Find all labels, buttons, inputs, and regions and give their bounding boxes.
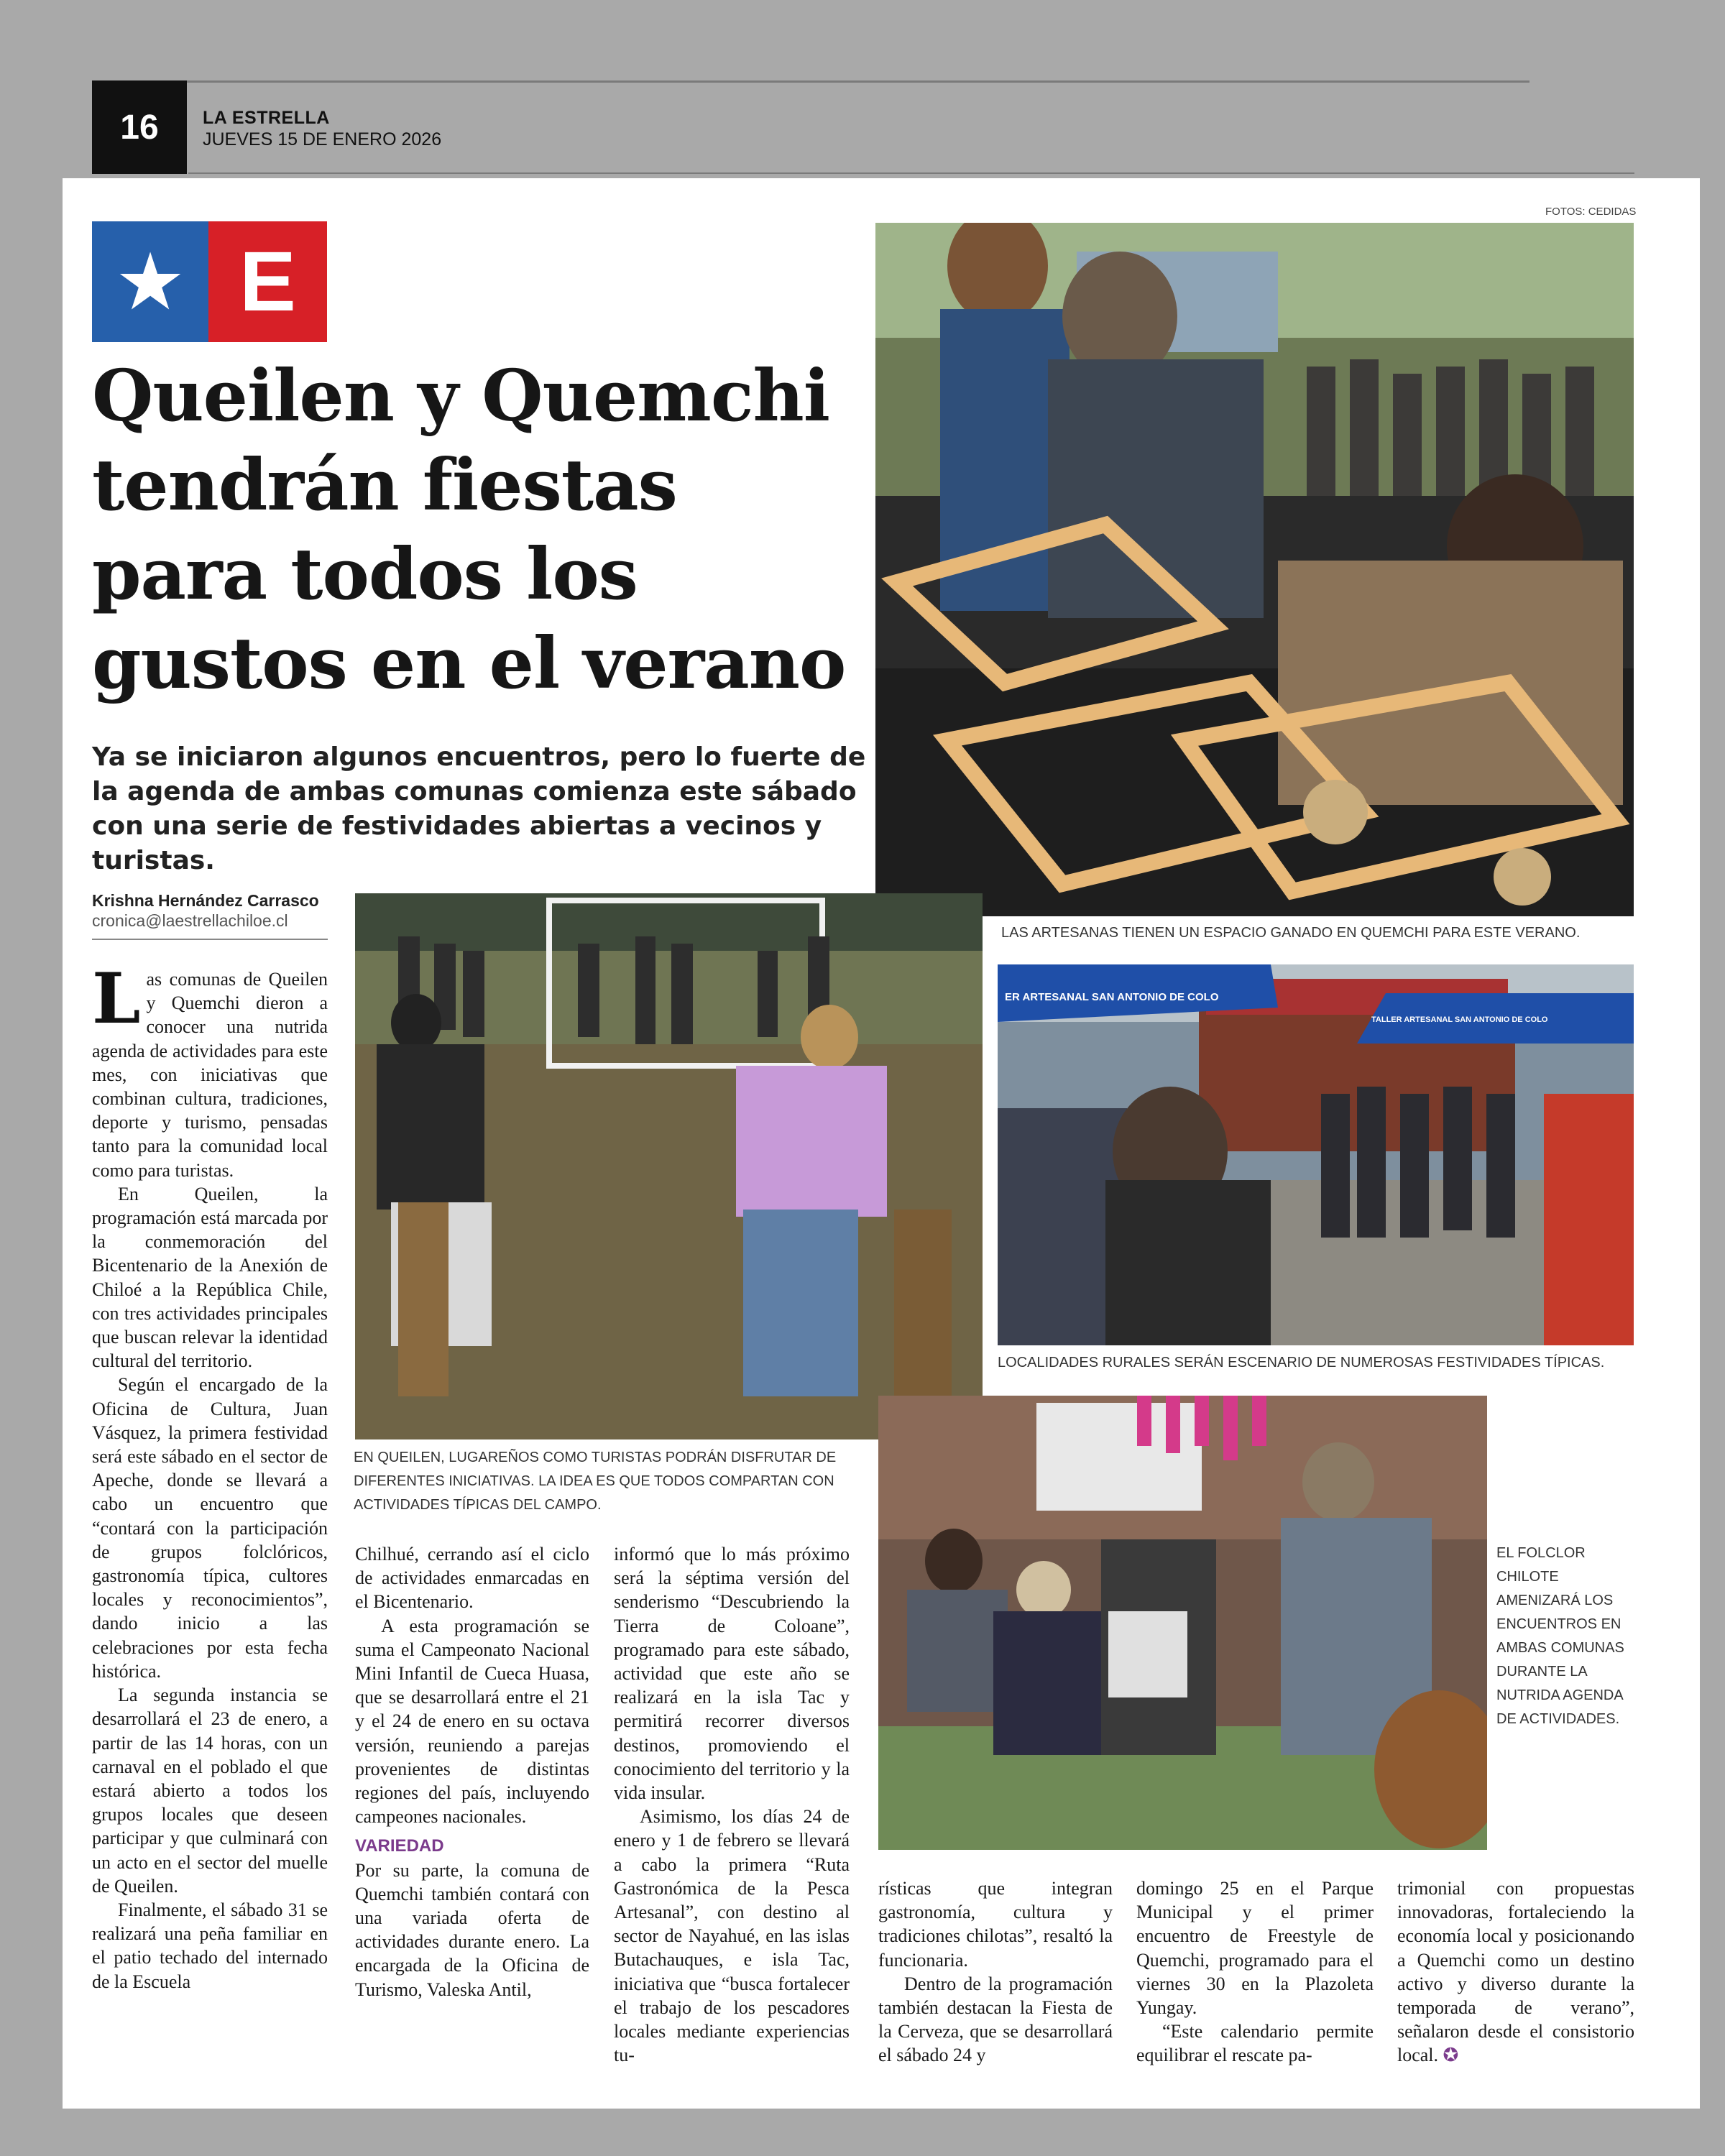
drop-cap: L [92, 958, 141, 1039]
caption-woodchop: EN QUEILEN, LUGAREÑOS COMO TURISTAS PODRÁN DISFRUTAR DE DIFERENTES INICIATIVAS. LA IDEA ES QUE TODOS COMPARTAN CON ACTIVIDADES TÍPICAS DEL CAMPO. [354, 1450, 837, 1513]
body-column-1 [92, 958, 328, 1994]
caption-weaving: LAS ARTESANAS TIENEN UN ESPACIO GANADO EN QUEMCHI PARA ESTE VERANO. [1001, 925, 1581, 941]
body-column-5 [1136, 1876, 1374, 2068]
body-paragraph: Dentro de la programación también destacan la Fiesta de la Cerveza, que se desarrollará el sábado 24 y [878, 1973, 1113, 2066]
caption-band: EL FOLCLOR CHILOTE AMENIZARÁ LOS ENCUENTROS EN AMBAS COMUNAS DURANTE LA NUTRIDA AGENDA DE ACTIVIDADES. [1496, 1545, 1624, 1727]
body-paragraph: “Este calendario permite equilibrar el rescate pa- [1136, 2021, 1374, 2066]
body-paragraph: Finalmente, el sábado 31 se realizará una peña familiar en el patio techado del internado de la Escuela [92, 1899, 328, 1992]
tent-banner-right: TALLER ARTESANAL SAN ANTONIO DE COLO [1371, 1015, 1548, 1024]
body-paragraph: A esta programación se suma el Campeonato Nacional Mini Infantil de Cueca Huasa, que se desarrollará entre el 21 y el 24 de enero en su octava versión, reuniendo a parejas provenientes de distintas regiones del país, incluyendo campeones nacionales. [355, 1615, 589, 1828]
photo-credit: FOTOS: CEDIDAS [1545, 206, 1637, 218]
byline-name: Krishna Hernández Carrasco [92, 891, 319, 910]
body-paragraph: rísticas que integran gastronomía, cultura y tradiciones chilotas”, resaltó la funcionaria. [878, 1878, 1113, 1971]
body-paragraph: En Queilen, la programación está marcada por la conmemoración del Bicentenario de la Anexión de Chiloé a la República Chile, con tres actividades principales que buscan relevar la identidad cultural del territorio. [92, 1183, 328, 1372]
body-paragraph: Chilhué, cerrando así el ciclo de actividades enmarcadas en el Bicentenario. [355, 1544, 589, 1613]
caption-tents: LOCALIDADES RURALES SERÁN ESCENARIO DE NUMEROSAS FESTIVIDADES TÍPICAS. [998, 1355, 1605, 1370]
body-paragraph: Según el encargado de la Oficina de Cultura, Juan Vásquez, la primera festividad será este sábado en el sector de Apeche, donde se llevará a cabo un encuentro que “contará con la participación de grupos folclóricos, gastronomía típica, cultores locales y reconocimientos”, dando inicio a las celebraciones por esta fecha histórica. [92, 1374, 328, 1682]
paragraph-text: as comunas de Queilen y Quemchi dieron a conocer una nutrida agenda de actividades para este mes, con iniciativas que combinan cultura, tradiciones, deporte y turismo, pensadas tanto para la comunidad local como para turistas. [92, 969, 328, 1181]
body-column-3 [614, 1542, 850, 2067]
body-column-2 [355, 1542, 589, 2001]
subhead: VARIEDAD [355, 1836, 444, 1856]
byline-email: cronica@laestrellachiloe.cl [92, 911, 288, 930]
body-paragraph: informó que lo más próximo será la séptima versión del senderismo “Descubriendo la Tierra de Coloane”, programado para este sábado, actividad que este año se realizará en la isla Tac y permitirá recorrer diversos destinos, promoviendo el conocimiento del territorio y la vida insular. [614, 1544, 850, 1804]
page-number: 16 [92, 80, 187, 174]
end-mark-icon: ✪ [1443, 2045, 1459, 2067]
body-paragraph: La segunda instancia se desarrollará el 23 de enero, a partir de las 14 horas, con un carnaval en el poblado el que estará abierto a todos los grupos locales que deseen participar y que culminará con un acto en el sector del muelle de Queilen. [92, 1685, 328, 1897]
star-icon: ★ [92, 221, 208, 342]
body-paragraph: Por su parte, la comuna de Quemchi también contará con una variada oferta de actividades durante enero. La encargada de la Oficina de Turismo, Valeska Antil, [355, 1859, 589, 2000]
masthead: LA ESTRELLA [203, 108, 330, 128]
issue-date: JUEVES 15 DE ENERO 2026 [203, 129, 442, 149]
headline: Queilen y Quemchi tendrán fiestas para todos los gustos en el verano [92, 355, 846, 705]
body-paragraph: domingo 25 en el Parque Municipal y el primer encuentro de Freestyle de Quemchi, programado para el viernes 30 en la Plazoleta Yungay. [1136, 1878, 1374, 2019]
photo-rural-festival [998, 964, 1634, 1345]
body-column-6 [1397, 1876, 1634, 2068]
header-rule-bottom [188, 172, 1634, 174]
section-letter: E [208, 221, 327, 342]
deck: Ya se iniciaron algunos encuentros, pero lo fuerte de la agenda de ambas comunas comienza este sábado con una serie de festividades abiertas a vecinos y turistas. [92, 742, 866, 875]
tent-banner-left: ER ARTESANAL SAN ANTONIO DE COLO [1005, 991, 1219, 1003]
photo-weaving-artisans [875, 223, 1634, 916]
body-column-4 [878, 1876, 1113, 2068]
photo-folk-band [878, 1396, 1487, 1850]
body-paragraph: Asimismo, los días 24 de enero y 1 de febrero se llevará a cabo la primera “Ruta Gastronómica de la Pesca Artesanal”, con destino al sector de Nayahué, en las islas Butachauques, e isla Tac, iniciativa que “busca fortalecer el trabajo de los pescadores locales mediante experiencias tu- [614, 1806, 850, 2066]
photo-woodchopping-contest [355, 893, 983, 1439]
byline-rule [92, 939, 328, 940]
body-paragraph [1397, 1876, 1634, 2068]
body-paragraph [92, 958, 328, 1182]
paragraph-text: trimonial con propuestas innovadoras, fortaleciendo la economía local y posicionando a Quemchi como un destino activo y diverso durante la temporada de verano”, señalaron desde el consistorio local. [1397, 1878, 1634, 2066]
header-rule [92, 80, 1530, 83]
